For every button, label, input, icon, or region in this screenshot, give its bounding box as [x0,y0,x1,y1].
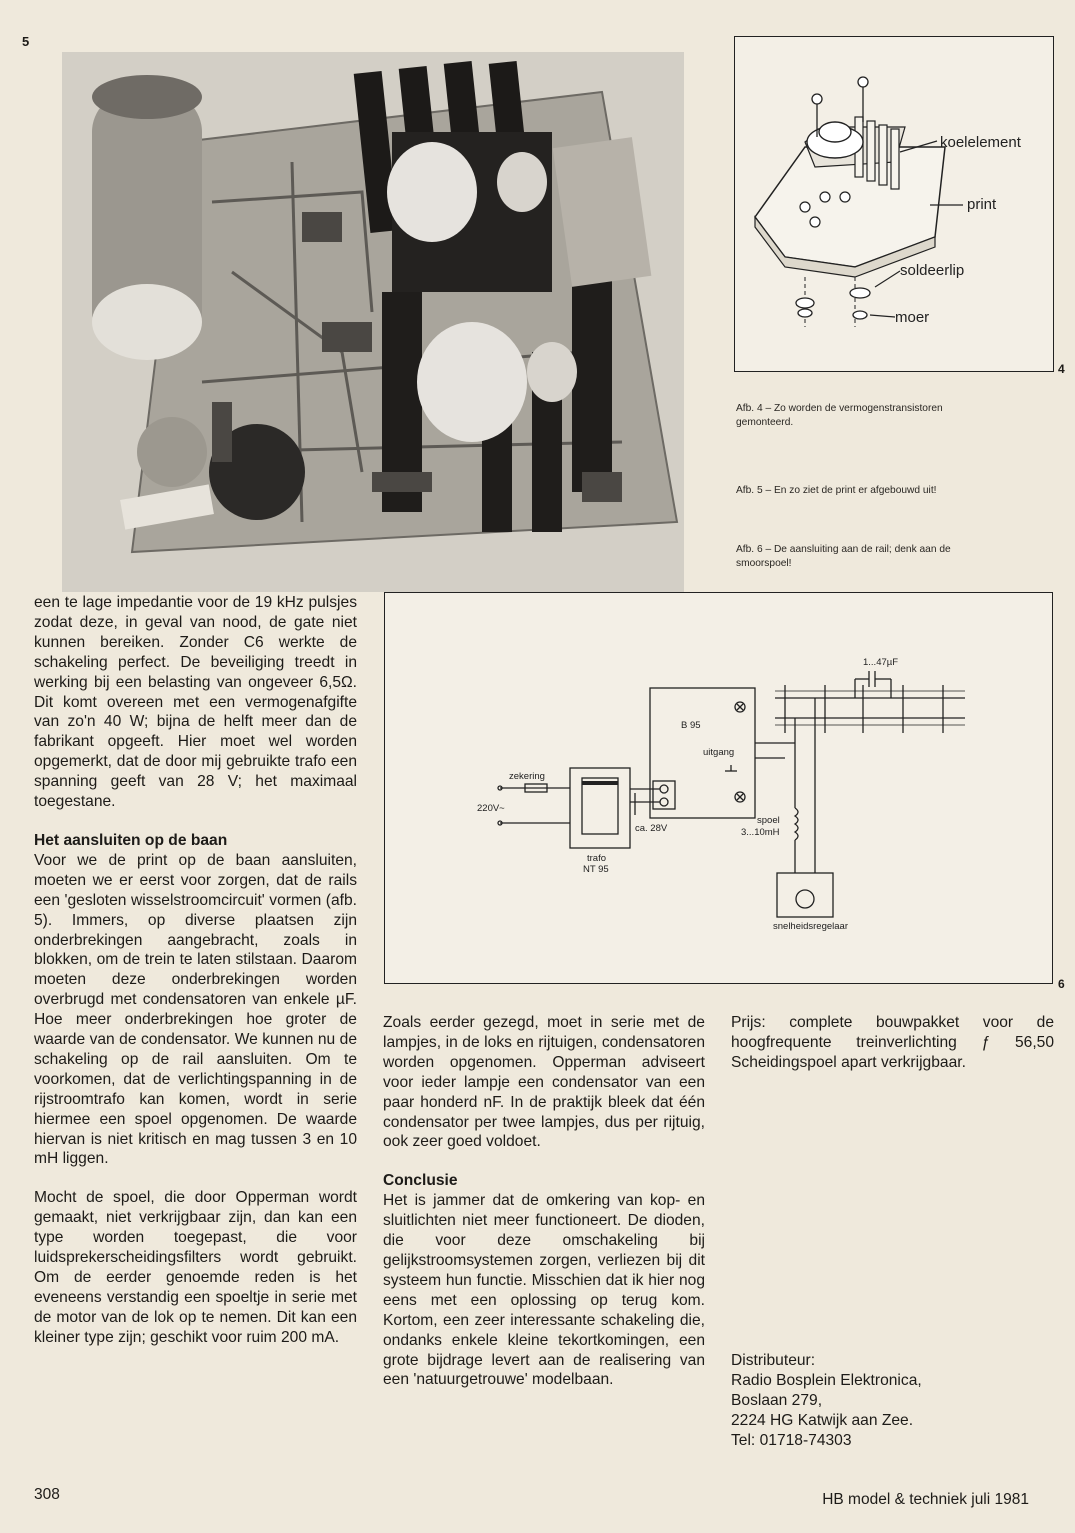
distributor-phone: Tel: 01718-74303 [731,1431,852,1449]
label-capacitor: 1...47µF [863,657,899,668]
figure-6 [384,592,1053,984]
distributor-label: Distributeur: [731,1352,816,1369]
figure-4-number: 4 [1058,362,1065,376]
label-nt95: NT 95 [583,864,609,875]
col2-paragraph-2: Het is jammer dat de omkering van kop- en sluitlichten niet meer functioneert. De dioden, die voor deze omschakeling bij gelijkstroomsystemen zorgen, verliezen bij dit systeem hun functie. Misschien dat ik hier nog eens met een oplossing op terug kom. Kortom, een zeer interessante schakeling die, ondanks enkele kleine tekortkomingen, een grote bijdrage levert aan de realisering van een 'natuurgetrouwe' modelbaan. [383,1192,705,1389]
distributor-address-1: Boslaan 279, [731,1391,823,1409]
price-info: Prijs: complete bouwpakket voor de hoogfrequente treinverlichting ƒ 56,50 Scheidingspoel apart verkrijgbaar. [731,1014,1054,1071]
figure-6-number: 6 [1058,977,1065,991]
label-koelelement: koelelement [940,134,1021,151]
label-spoel: spoel [757,815,780,826]
distributor-name: Radio Bosplein Elektronica, [731,1371,922,1389]
pcb-photo [62,52,684,592]
figure-4 [734,36,1054,372]
page-number: 308 [34,1486,60,1503]
label-snelheidsregelaar: snelheidsregelaar [773,921,848,932]
label-soldeerlip: soldeerlip [900,262,965,279]
distributor-block [731,1351,1054,1451]
caption-afb-6: Afb. 6 – De aansluiting aan de rail; denk aan de smoorspoel! [736,544,951,569]
heading-conclusie: Conclusie [383,1172,458,1190]
col2-paragraph-1: Zoals eerder gezegd, moet in serie met de lampjes, in de loks en rijtuigen, condensatoren worden opgenomen. Opperman adviseert voor ieder lampje een condensator van een paar honderd nF. In de praktijk bleek dat één condensator per twee lampjes, dus per rijtuig, ook zeer goed voldoet. [383,1014,705,1151]
rail-connection-schematic [385,593,1052,983]
col1-paragraph-2: Voor we de print op de baan aansluiten, moeten we er eerst voor zorgen, dat de rails een 'gesloten wisselstroomcircuit' vormen (afb. 5). Immers, op diverse plaatsen zijn onderbrekingen aangebracht, zoals in blokken, om de trein te laten stilstaan. Daarom moeten deze onderbrekingen worden overbrugd met condensatoren van enkele µF. Hoe meer onderbrekingen hoe groter de waarde van de condensator. We kunnen nu de schakeling op de rail aansluiten. Om te voorkomen, dat de verlichtingspanning in de rijstroomtrafo kan komen, wordt in serie hiermee een spoel opgenomen. De waarde hiervan is niet kritisch en mag tussen 3 en 10 mH liggen. [34,851,357,1168]
caption-afb-5: Afb. 5 – En zo ziet de print er afgebouwd uit! [736,485,937,496]
caption-afb-4: Afb. 4 – Zo worden de vermogenstransistoren gemonteerd. [736,403,943,428]
pcb-photo-image [62,52,684,592]
column-1 [34,593,357,1367]
col1-paragraph-1: een te lage impedantie voor de 19 kHz pulsjes zodat deze, in geval van nood, de gate niet kunnen bereiken. Zonder C6 werkte de schakeling perfect. De beveiliging treedt in werking bij een belasting van ongeveer 6,5Ω. Dit komt overeen met een vermogenafgifte van zo'n 40 W; bijna de helft meer dan de fabrikant opgeeft. Hier moet wel worden opgemerkt, dat de door mij gebruikte trafo een spanning geeft van 28 V; het maximaal toegestane. [34,594,357,811]
label-print: print [967,196,997,213]
corner-number: 5 [22,34,30,49]
label-b95: B 95 [681,720,701,731]
label-spoel-value: 3...10mH [741,827,780,838]
column-3 [731,1013,1054,1092]
heading-aansluiten: Het aansluiten op de baan [34,831,228,849]
label-28v: ca. 28V [635,823,668,834]
transistor-mounting-drawing [735,37,1053,371]
col1-paragraph-3: Mocht de spoel, die door Opperman wordt gemaakt, niet verkrijgbaar zijn, dan kan een type worden toegepast, die voor luidsprekerscheidingsfilters wordt gebruikt. Om de eerder genoemde reden is het eveneens verstandig een spoeltje in serie met de motor van de lok op te nemen. Dit kan een kleiner type zijn; geschikt voor ruim 200 mA. [34,1189,357,1346]
label-zekering: zekering [509,771,545,782]
label-220v: 220V~ [477,803,505,814]
distributor-address-2: 2224 HG Katwijk aan Zee. [731,1411,914,1429]
label-trafo: trafo [587,853,607,864]
magazine-footer: HB model & techniek juli 1981 [822,1491,1029,1508]
column-2 [383,1013,705,1409]
label-uitgang: uitgang [703,747,735,758]
label-moer: moer [895,309,930,326]
